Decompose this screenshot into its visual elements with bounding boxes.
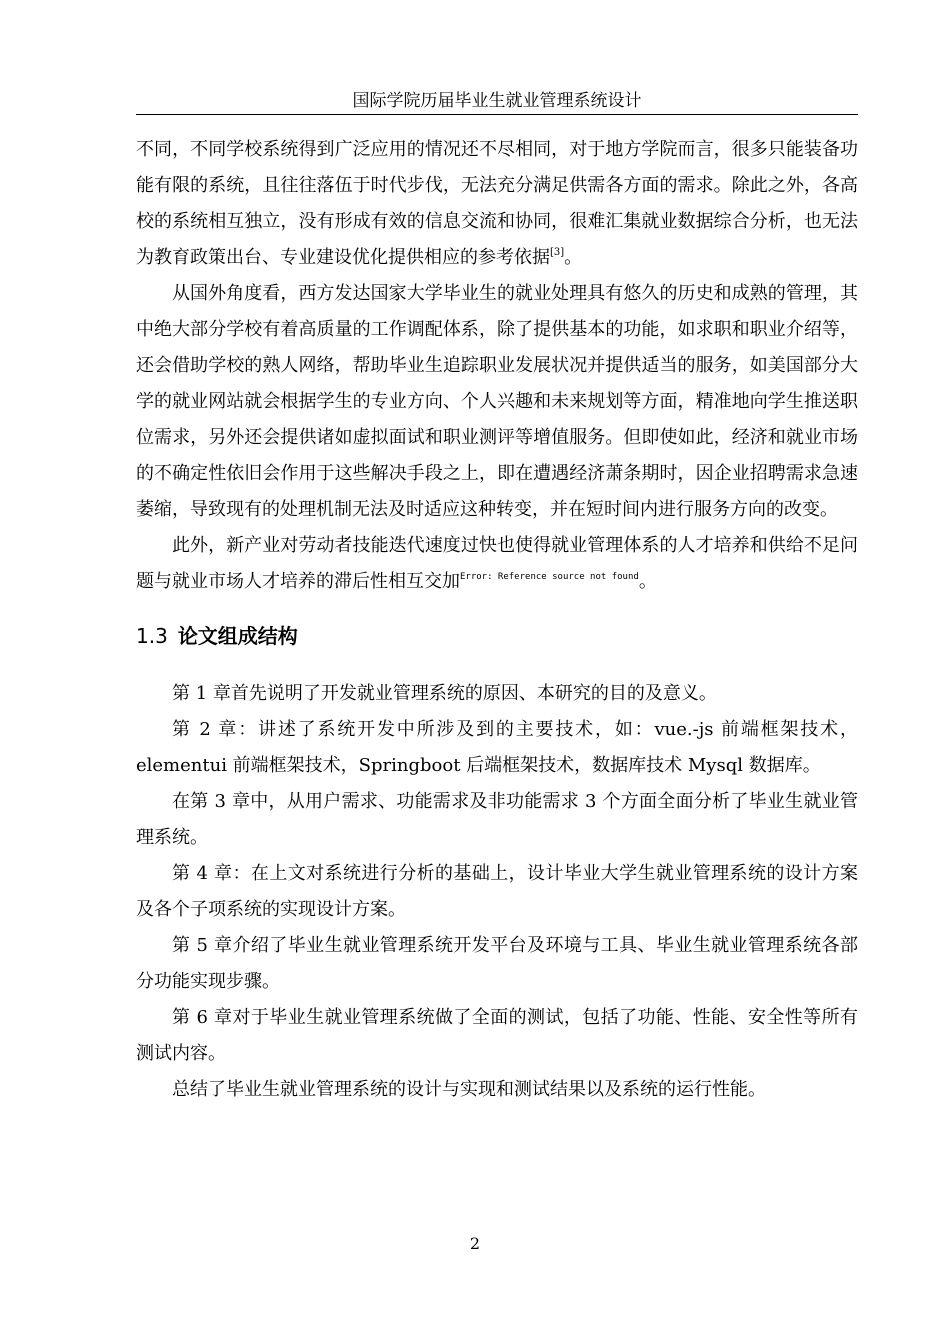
paragraph-end: 。 bbox=[564, 247, 583, 268]
paragraph-text: 此外，新产业对劳动者技能迭代速度过快也使得就业管理体系的人才培养和供给不足问题与就业市场人才培养的滞后性相互交加 bbox=[136, 535, 858, 592]
paragraph-text: 不同，不同学校系统得到广泛应用的情况还不尽相同，对于地方学院而言，很多只能装备功能有限的系统，且往往落伍于时代步伐，无法充分满足供需各方面的需求。除此之外，各高校的系统相互独立，没有形成有效的信息交流和协同，很难汇集就业数据综合分析，也无法为教育政策出台、专业建设优化提供相应的参考依据 bbox=[136, 139, 858, 268]
chapter-summary-6: 第 6 章对于毕业生就业管理系统做了全面的测试，包括了功能、性能、安全性等所有测试内容。 bbox=[136, 1007, 858, 1064]
paragraph-domestic-systems bbox=[136, 132, 858, 276]
header-title: 国际学院历届毕业生就业管理系统设计 bbox=[352, 91, 642, 111]
chapter-summary-conclusion: 总结了毕业生就业管理系统的设计与实现和测试结果以及系统的运行性能。 bbox=[172, 1079, 766, 1100]
paragraph-foreign-perspective bbox=[136, 276, 858, 528]
section-title: 论文组成结构 bbox=[177, 624, 298, 648]
chapter-summary-5: 第 5 章介绍了毕业生就业管理系统开发平台及环境与工具、毕业生就业管理系统各部分功能实现步骤。 bbox=[136, 935, 858, 992]
page-header bbox=[136, 88, 858, 115]
section-heading bbox=[136, 618, 858, 654]
paragraph-new-industry bbox=[136, 528, 858, 600]
citation-error[interactable]: Error: Reference source not found bbox=[460, 572, 639, 582]
chapter-summary-2: 第 2 章：讲述了系统开发中所涉及到的主要技术，如：vue.-js 前端框架技术，elementui 前端框架技术，Springboot 后端框架技术，数据库技术 Mysql 数据库。 bbox=[136, 719, 858, 776]
chapter-summary-3: 在第 3 章中，从用户需求、功能需求及非功能需求 3 个方面全面分析了毕业生就业管理系统。 bbox=[136, 791, 858, 848]
citation-ref[interactable]: [3] bbox=[550, 247, 565, 258]
page-number: 2 bbox=[469, 1234, 481, 1253]
paragraph-text: 从国外角度看，西方发达国家大学毕业生的就业处理具有悠久的历史和成熟的管理，其中绝大部分学校有着高质量的工作调配体系，除了提供基本的功能，如求职和职业介绍等，还会借助学校的熟人网络，帮助毕业生追踪职业发展状况并提供适当的服务，如美国部分大学的就业网站就会根据学生的专业方向、个人兴趣和未来规划等方面，精准地向学生推送职位需求，另外还会提供诸如虚拟面试和职业测评等增值服务。但即使如此，经济和就业市场的不确定性依旧会作用于这些解决手段之上，即在遭遇经济萧条期时，因企业招聘需求急速萎缩，导致现有的处理机制无法及时适应这种转变，并在短时间内进行服务方向的改变。 bbox=[136, 283, 858, 520]
body-text bbox=[136, 132, 858, 1108]
section-number: 1.3 bbox=[136, 624, 168, 648]
chapter-summary-1: 第 1 章首先说明了开发就业管理系统的原因、本研究的目的及意义。 bbox=[172, 683, 717, 704]
chapter-summary-4: 第 4 章：在上文对系统进行分析的基础上，设计毕业大学生就业管理系统的设计方案及各个子项系统的实现设计方案。 bbox=[136, 863, 858, 920]
paragraph-end: 。 bbox=[638, 571, 657, 592]
